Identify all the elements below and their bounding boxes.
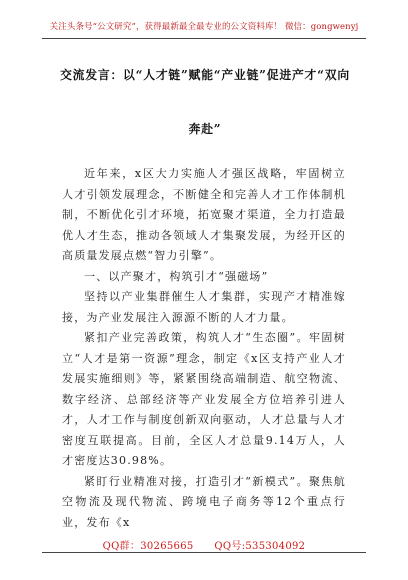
section-heading: 一、以产聚才，构筑引才“强磁场”: [84, 269, 269, 283]
body-paragraph: 坚持以产业集群催生人才集群，实现产才精准嫁接，为产业发展注入源源不断的人才力量。: [62, 290, 346, 324]
header-divider: [42, 38, 366, 39]
document-title-line-1: 交流发言：以“人才链”赋能“产业链”促进产才“双向: [60, 68, 350, 82]
document-title-line-2: 奔赴”: [188, 122, 222, 136]
document-body: [62, 164, 346, 533]
footer-contact: QQ群：30265665 QQ号:535304092: [102, 541, 306, 552]
top-banner: 关注头条号“公文研究”，获得最新最全最专业的公文资料库！ 微信：gongwenyj: [49, 22, 359, 32]
intro-paragraph: 近年来，x区大力实施人才强区战略，牢固树立人才引领发展理念，不断健全和完善人才工作体制机制，不断优化引才环境，拓宽聚才渠道，全力打造最优人才生态，推动各领域人才集聚发展，为经开区的高质量发展点燃“智力引擎”。: [62, 167, 346, 262]
body-paragraph: 紧扣产业完善政策，构筑人才“生态圈”。牢固树立“人才是第一资源”理念，制定《x区支持产业人才发展实施细则》等，紧紧围绕高端制造、航空物流、数字经济、总部经济等产业发展全方位培养引进人才，人才工作与制度创新双向驱动，人才总量与人才密度互联提高。目前，全区人才总量9.14万人，人才密度达30.98%。: [62, 331, 346, 467]
footer-divider: [42, 552, 366, 553]
body-paragraph: 紧盯行业精准对接，打造引才“新模式”。聚焦航空物流及现代物流、跨境电子商务等12个重点行业，发布《x: [62, 474, 346, 529]
